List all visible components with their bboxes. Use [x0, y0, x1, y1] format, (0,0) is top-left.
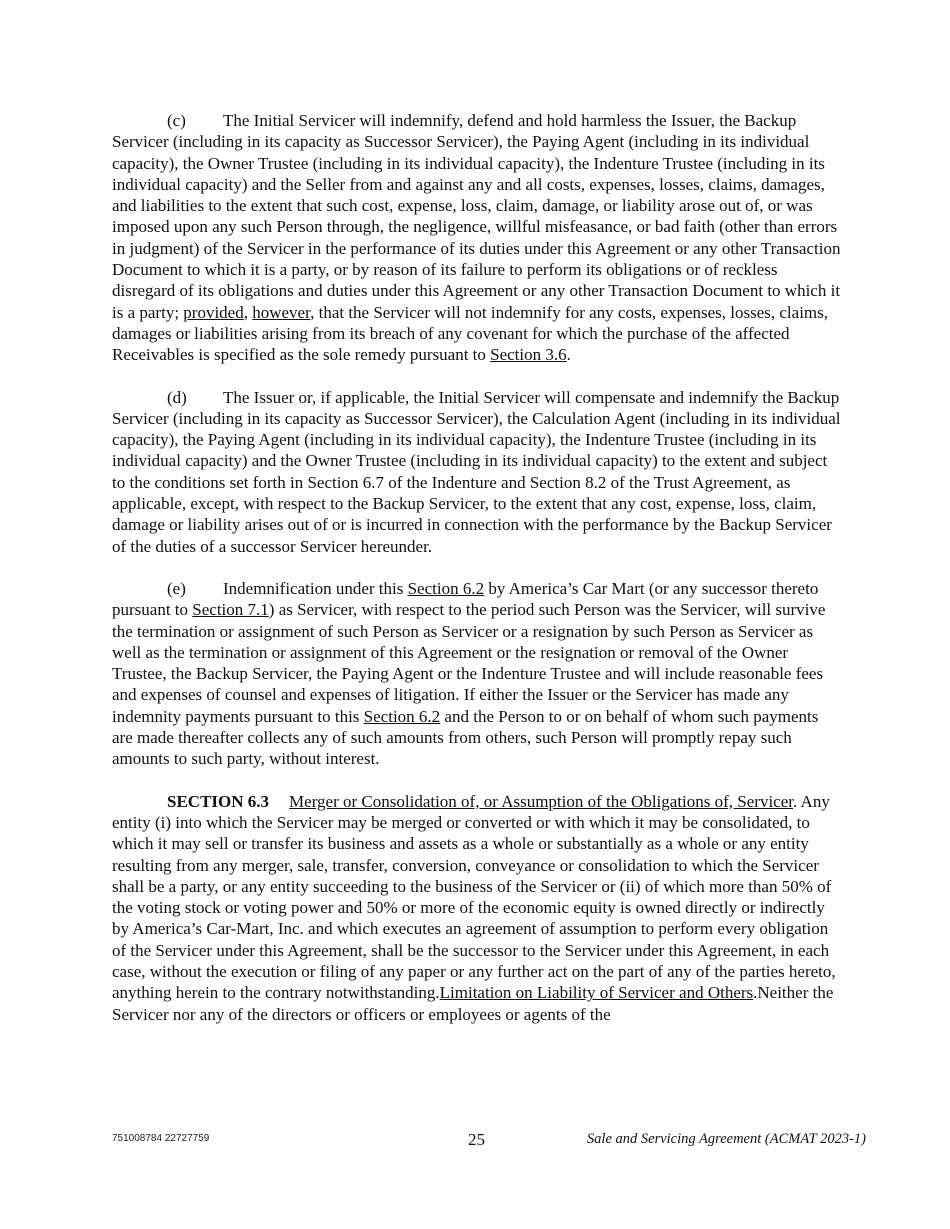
paragraph-e-label: (e) [167, 578, 186, 598]
paragraph-e-text-4: and the Person to or on behalf of whom such payments are made thereafter collects any of such amounts from others, such Person will promptly repay such amounts to such party, without interest. [112, 706, 819, 769]
paragraph-c-comma: , [243, 302, 248, 322]
document-id: 751008784 22727759 [112, 1133, 210, 1144]
paragraph-d-text: The Issuer or, if applicable, the Initial Servicer will compensate and indemnify the Backup Servicer (including in its capacity as Successor Servicer), the Calculation Agent (including in its individual capacity), the Paying Agent (including in its individual capacity), the Indenture Trustee (including in its individual capacity) and the Owner Trustee (including in its individual capacity) to the extent and subject to the conditions set forth in Section 6.7 of the Indenture and Section 8.2 of the Trust Agreement, as applicable, except, with respect to the Backup Servicer, to the extent that any cost, expense, loss, claim, damage or liability arises out of or is incurred in connection with the performance by the Backup Servicer of the duties of a successor Servicer hereunder. [112, 387, 841, 556]
however-term: however [252, 302, 311, 322]
section-6-4-text: .Neither the Servicer nor any of the directors or officers or employees or agents of the [112, 983, 834, 1024]
paragraph-e-text-3: ) as Servicer, with respect to the period such Person was the Servicer, will survive the termination or assignment of such Person as Servicer or a resignation by such Person as Servicer as well as the termination or assignment of this Agreement or the resignation or removal of the Owner Trustee, the Backup Servicer, the Paying Agent or the Indenture Trustee and will include reasonable fees and expenses of counsel and expenses of litigation. If either the Issuer or the Servicer has made any indemnity payments pursuant to this [112, 600, 826, 726]
section-6-3-heading: SECTION 6.3 [167, 791, 270, 811]
section-7-1-reference: Section 7.1 [192, 600, 269, 620]
provided-term: provided [183, 302, 244, 322]
section-6-2-reference-2: Section 6.2 [363, 706, 441, 726]
section-6-3-text: . Any entity (i) into which the Servicer may be merged or converted or with which it may be consolidated, to which it may sell or transfer its business and assets as a whole or substantially as a whole or any entity resulting from any merger, sale, transfer, conversion, conveyance or consolidation to which the Servicer shall be a party, or any entity succeeding to the business of the Servicer or (ii) of which more than 50% of the voting stock or voting power and 50% or more of the economic equity is owned directly or indirectly by America’s Car-Mart, Inc. and which executes an agreement of assumption to perform every obligation of the Servicer under this Agreement, shall be the successor to the Servicer under this Agreement, in each case, without the execution or filing of any paper or any further act on the part of any of the parties hereto, anything herein to the contrary notwithstanding. [112, 791, 836, 1003]
paragraph-c-text: The Initial Servicer will indemnify, defend and hold harmless the Issuer, the Backup Servicer (including in its capacity as Successor Servicer), the Paying Agent (including in its individual capacity), the Owner Trustee (including in its individual capacity), the Indenture Trustee (including in its individual capacity) and the Seller from and against any and all costs, expenses, losses, claims, damages, and liabilities to the extent that such cost, expense, loss, claim, damage, or liability arose out of, or was imposed upon any such Person through, the negligence, willful misfeasance, or bad faith (other than errors in judgment) of the Servicer in the performance of its duties under this Agreement or any other Transaction Document to which it is a party, or by reason of its failure to perform its obligations or of reckless disregard of its obligations and duties under this Agreement or any other Transaction Document to which it is a party; [112, 111, 841, 322]
document-title: Sale and Servicing Agreement (ACMAT 2023-1) [586, 1131, 866, 1147]
paragraph-d-label: (d) [167, 387, 187, 407]
paragraph-c-end: . [566, 345, 571, 365]
page-number: 25 [468, 1130, 485, 1149]
section-3-6-reference: Section 3.6 [490, 345, 567, 365]
section-6-2-reference: Section 6.2 [407, 578, 485, 598]
paragraph-d [112, 387, 842, 557]
document-body [112, 110, 842, 1046]
section-6-4-title: Limitation on Liability of Servicer and Others [439, 983, 754, 1003]
paragraph-e-text-2: by America’s Car Mart (or any successor thereto pursuant to [112, 578, 819, 620]
paragraph-e-text: Indemnification under this [223, 578, 404, 598]
paragraph-e [112, 578, 842, 770]
page-footer [0, 1130, 950, 1154]
paragraph-c [112, 110, 842, 366]
section-6-3-title: Merger or Consolidation of, or Assumption of the Obligations of, Servicer [289, 791, 793, 811]
section-6-3 [112, 791, 842, 1025]
paragraph-c-text-2: , that the Servicer will not indemnify for any costs, expenses, losses, claims, damages or liabilities arising from its breach of any covenant for which the purchase of the affected Receivables is specified as the sole remedy pursuant to [112, 302, 829, 365]
paragraph-c-label: (c) [167, 111, 186, 130]
